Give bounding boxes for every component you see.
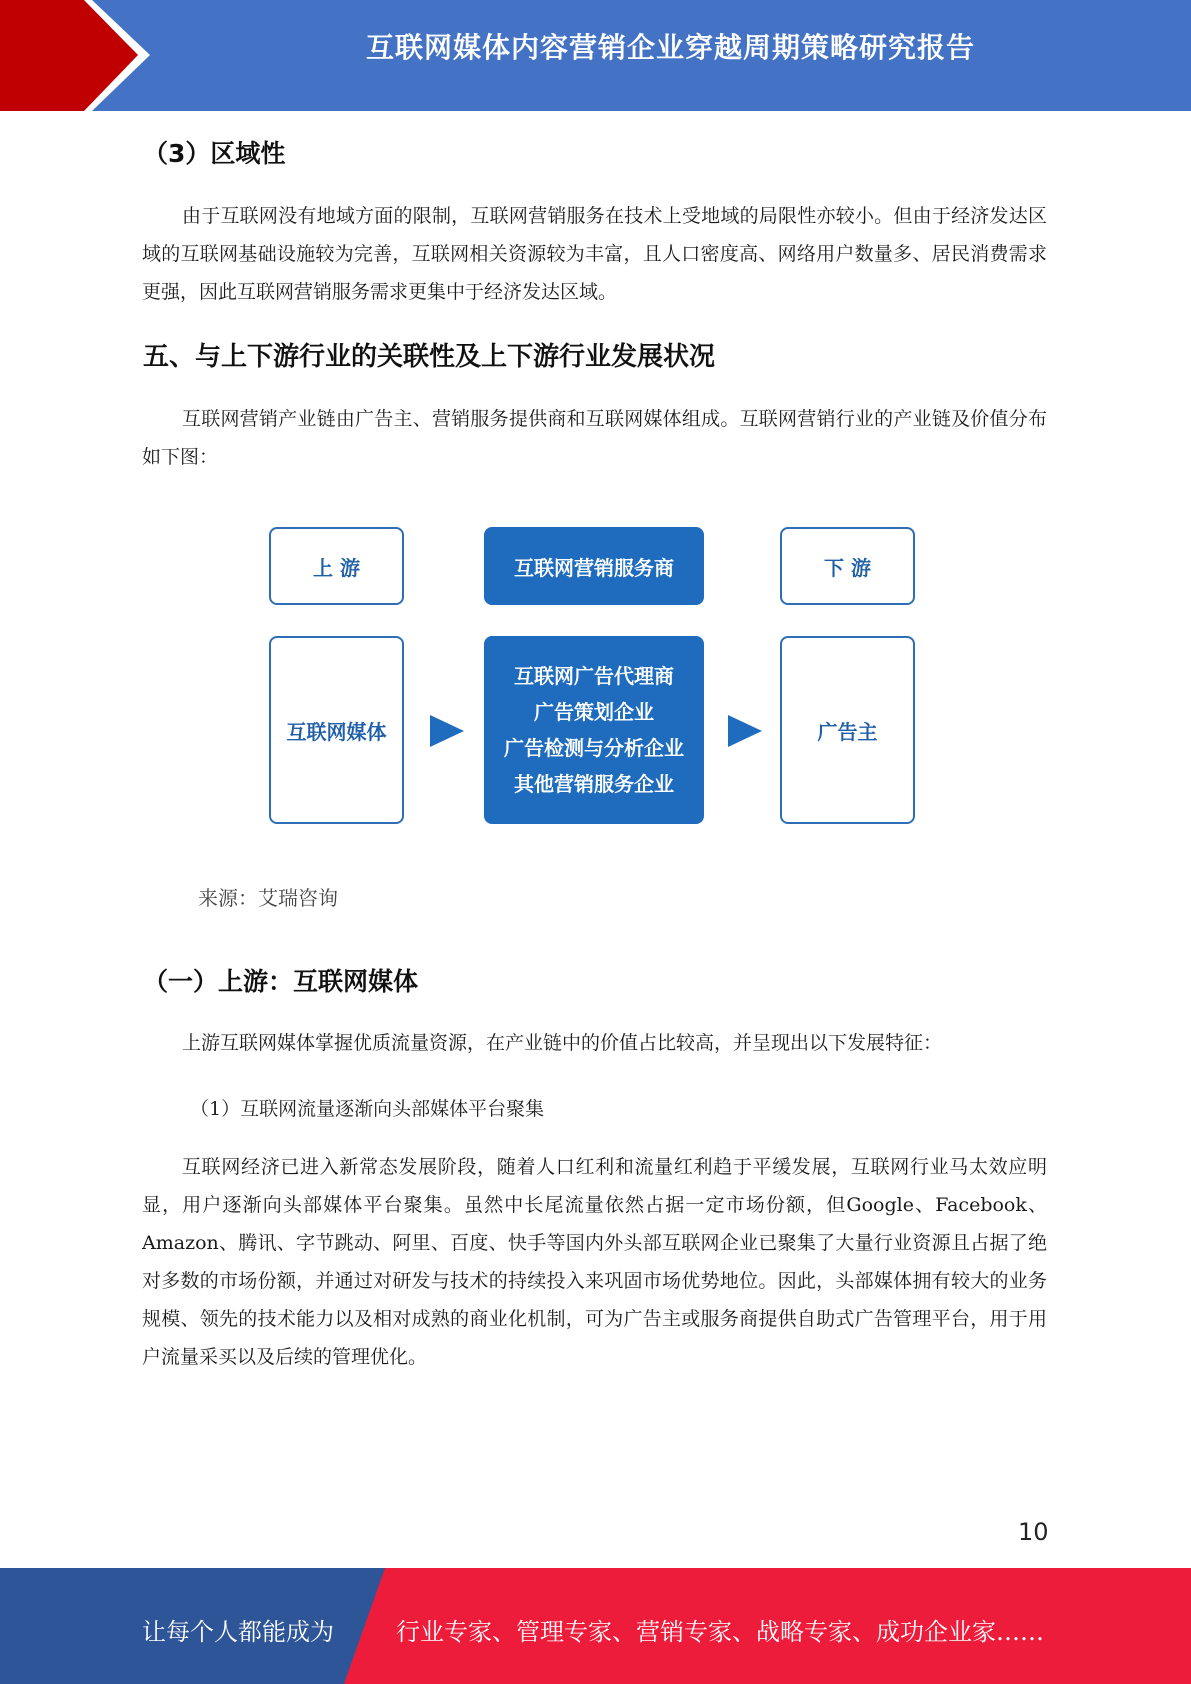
- diagram-middle-item: 互联网广告代理商: [514, 664, 674, 688]
- page-number: 10: [1018, 1518, 1049, 1546]
- footer-slogan-left: 让每个人都能成为: [142, 1618, 334, 1646]
- diagram-middle-services-box: [484, 636, 704, 824]
- diagram-upstream-label: 上 游: [269, 527, 404, 605]
- upstream-subheading-1: （1）互联网流量逐渐向头部媒体平台聚集: [190, 1098, 545, 1120]
- diagram-downstream-label: 下 游: [780, 527, 915, 605]
- section-heading-industry-chain: 五、与上下游行业的关联性及上下游行业发展状况: [143, 342, 716, 372]
- diagram-downstream-advertiser-box: 广告主: [780, 636, 915, 824]
- diagram-source: 来源：艾瑞咨询: [198, 886, 338, 910]
- diagram-arrow-right-icon: [430, 715, 464, 747]
- diagram-middle-item: 广告策划企业: [534, 700, 654, 724]
- footer-slogan-right: 行业专家、管理专家、营销专家、战略专家、成功企业家……: [396, 1618, 1044, 1646]
- diagram-arrow-right-icon: [728, 715, 762, 747]
- diagram-upstream-media-box: 互联网媒体: [269, 636, 404, 824]
- report-title: 互联网媒体内容营销企业穿越周期策略研究报告: [365, 31, 975, 64]
- diagram-middle-label: 互联网营销服务商: [484, 527, 704, 605]
- page-header: [0, 0, 1191, 111]
- section-heading-regional: （3）区域性: [143, 139, 286, 168]
- section-heading-upstream: （一）上游：互联网媒体: [143, 967, 419, 996]
- header-red-arrow-decoration: [0, 0, 150, 111]
- industry-chain-intro: 互联网营销产业链由广告主、营销服务提供商和互联网媒体组成。互联网营销行业的产业链及价值分布如下图：: [142, 408, 1047, 468]
- diagram-middle-item: 其他营销服务企业: [514, 772, 674, 796]
- upstream-paragraph: 上游互联网媒体掌握优质流量资源，在产业链中的价值占比较高，并呈现出以下发展特征：: [182, 1032, 943, 1054]
- regional-paragraph: 由于互联网没有地域方面的限制，互联网营销服务在技术上受地域的局限性亦较小。但由于经济发达区域的互联网基础设施较为完善，互联网相关资源较为丰富，且人口密度高、网络用户数量多、居民消费需求更强，因此互联网营销服务需求更集中于经济发达区域。: [142, 205, 1047, 303]
- upstream-sub1-paragraph: 互联网经济已进入新常态发展阶段，随着人口红利和流量红利趋于平缓发展，互联网行业马太效应明显，用户逐渐向头部媒体平台聚集。虽然中长尾流量依然占据一定市场份额，但Google、Facebook、Amazon、腾讯、字节跳动、阿里、百度、快手等国内外头部互联网企业已聚集了大量行业资源且占据了绝对多数的市场份额，并通过对研发与技术的持续投入来巩固市场优势地位。因此，头部媒体拥有较大的业务规模、领先的技术能力以及相对成熟的商业化机制，可为广告主或服务商提供自助式广告管理平台，用于用户流量采买以及后续的管理优化。: [142, 1156, 1047, 1368]
- diagram-middle-item: 广告检测与分析企业: [504, 736, 684, 760]
